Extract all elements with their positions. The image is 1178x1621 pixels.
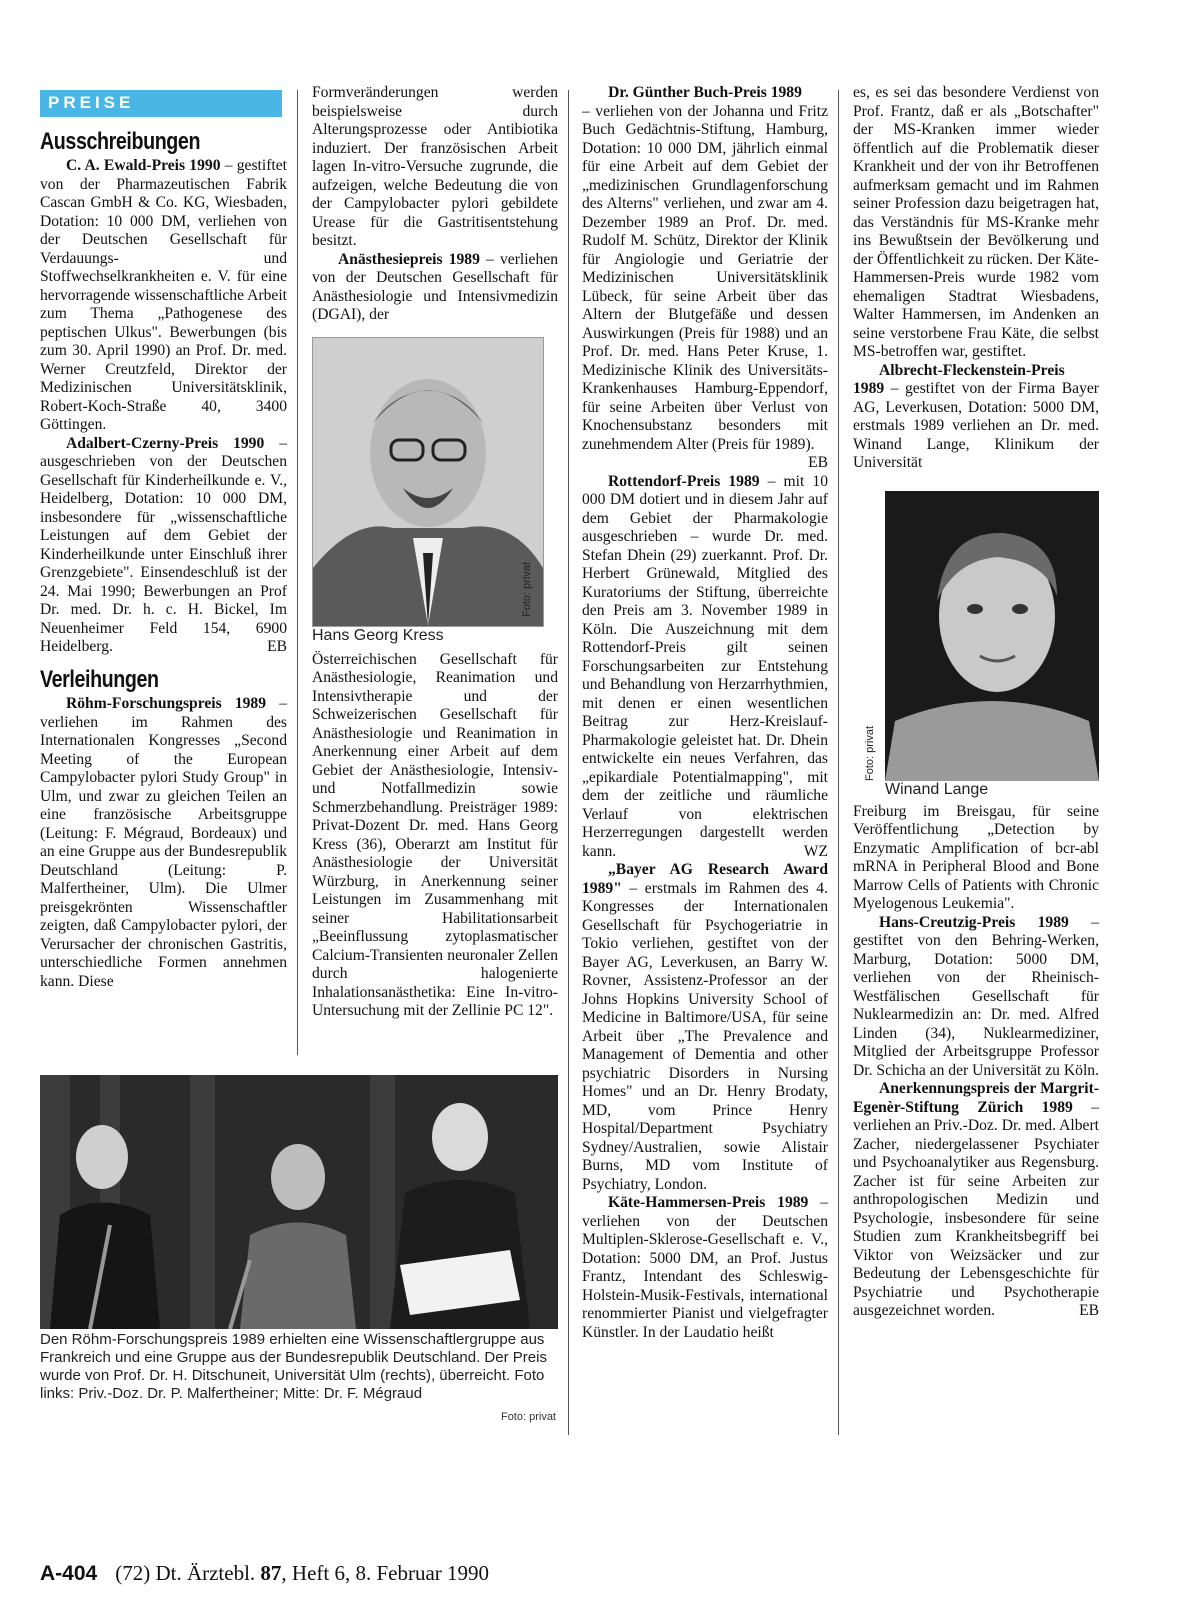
section-tag: PREISE: [40, 90, 282, 117]
portrait-image: [313, 338, 543, 626]
portrait-lange: [864, 491, 1099, 799]
award-name: Dr. Günther Buch-Preis 1989: [608, 84, 802, 101]
paragraph: [582, 84, 828, 103]
column-3: [582, 84, 828, 1342]
paragraph: Österreichischen Gesellschaft für Anästhesiologie, Reanimation und Intensivtherapie und der Schweizerischen Gesellschaft für Anästhesiologie und Reanimation in Anerkennung einer Arbeit auf dem Gebiet der Anästhesiologie, Intensiv- und Notfallmedizin sowie Schmerzbehandlung. Preisträger 1989: Privat-Dozent Dr. med. Hans Georg Kress (36), Oberarzt am Institut für Anästhesiologie der Universität Würzburg, in Anerkennung seiner Leistungen im Zusammenhang mit seiner Habilitationsarbeit „Beeinflussung zytoplasmatischer Calcium-Transienten neuronaler Zellen durch halogenierte Inhalationsanästhetika: Eine In-vitro-Untersuchung mit der Zellinie PC 12".: [312, 650, 558, 1019]
group-photo-image: [40, 1075, 558, 1329]
portrait-kress: [312, 337, 558, 645]
citation-issue: , Heft 6, 8. Februar 1990: [281, 1561, 490, 1585]
paragraph: Formveränderungen werden beispielsweise durch Alterungsprozesse oder Antibiotika induziert. Der französischen Arbeit lagen In-vitro-Versuche zugrunde, die aufzeigen, welche Bedeutung die von der Campylobacter pylori gebildete Urease für die Gastritisentstehung besitzt.: [312, 84, 558, 249]
award-name: Röhm-Forschungspreis 1989: [66, 695, 267, 712]
paragraph: – verliehen von der Johanna und Fritz Buch Gedächtnis-Stiftung, Hamburg, Dotation: 10 000 DM, jährlich einmal für eine Arbeit auf dem Gebiet der „medizinischen Grundlagenforschung des Alterns" verliehen, und zwar am 4. Dezember 1989 an Prof. Dr. med. Rudolf M. Schütz, Direktor der Klinik für Angiologie und Geriatrie der Medizinischen Universitätsklinik Lübeck, für seine Arbeit über das Altern der Blutgefäße und dessen Auswirkungen (Preis für 1988) und an Prof. Dr. med. Hans Peter Kruse, 1. Medizinische Klinik des Universitäts-Krankenhauses Hamburg-Eppendorf, für seine Arbeiten über Verlust von Knochensubstanz besonders mit zunehmendem Alter (Preis für 1989). EB: [582, 102, 828, 471]
portrait-photo: [885, 491, 1099, 781]
paragraph: Anästhesiepreis 1989 – verliehen von der Deutschen Gesellschaft für Anästhesiologie und Intensivmedizin (DGAI), der: [312, 250, 558, 323]
paragraph: Freiburg im Breisgau, für seine Veröffentlichung „Detection by Enzymatic Amplification of bcr-abl mRNA in Peripheral Blood and Bone Marrow Cells of Patients with Chronic Myelogenous Leukemia".: [853, 802, 1099, 912]
group-photo-caption: Den Röhm-Forschungspreis 1989 erhielten eine Wissenschaftlergruppe aus Frankreich und eine Gruppe aus der Bundesrepublik Deutschland. Der Preis wurde von Prof. Dr. H. Ditschuneit, Universität Ulm (rechts), überreicht. Foto links: Priv.-Doz. Dr. P. Malfertheiner; Mitte: Dr. F. Mégraud: [40, 1331, 547, 1402]
column-2: [312, 84, 558, 1021]
paragraph: Adalbert-Czerny-Preis 1990 – ausgeschrieben von der Deutschen Gesellschaft für Kinderheilkunde e. V., Heidelberg, Dotation: 10 000 DM, insbesondere für „wissenschaftliche Leistungen auf dem Gebiet der Kinderheilkunde unter Einschluß ihrer Grenzgebiete". Einsendeschluß ist der 24. Mai 1990; Bewerbungen an Prof Dr. med. Dr. h. c. H. Bickel, Im Neuenheimer Feld 154, 6900 Heidelberg. EB: [40, 434, 287, 655]
paragraph: Albrecht-Fleckenstein-Preis 1989 – gestiftet von der Firma Bayer AG, Leverkusen, Dotation: 5000 DM, erstmals 1989 verliehen an Dr. med. Winand Lange, Klinikum der Universität: [853, 361, 1099, 471]
photo-credit: Foto: privat: [521, 561, 533, 617]
paragraph: Hans-Creutzig-Preis 1989 – gestiftet von den Behring-Werken, Marburg, Dotation: 5000 DM, verliehen von der Rheinisch-Westfälischen Gesellschaft für Nuklearmedizin an: Dr. med. Alfred Linden (34), Nuklearmediziner, Mitglied der Arbeitsgruppe Professor Dr. Schicha an der Universität zu Köln.: [853, 913, 1099, 1079]
paragraph: „Bayer AG Research Award 1989" – erstmals im Rahmen des 4. Kongresses der Internationalen Gesellschaft für Psychogeriatrie in Tokio verliehen, gestiftet von der Bayer AG, Leverkusen, an Barry W. Rovner, Assistenz-Professor an der Johns Hopkins University School of Medicine in Baltimore/USA, für seine Arbeit über „The Prevalence and Management of Dementia and other psychiatric Disorders in Nursing Homes" und an Dr. Henry Brodaty, MD, vom Prince Henry Hospital/Department Psychiatry Sydney/Australien, sowie Alistair Burns, MD vom Institute of Psychiatry, London.: [582, 861, 828, 1193]
heading-ausschreibungen: Ausschreibungen: [40, 127, 201, 155]
portrait-image: [885, 491, 1099, 781]
paragraph: es, es sei das besondere Verdienst von Prof. Frantz, daß er als „Botschafter" der MS-Kranken immer wieder öffentlich auf die Problematik dieser Krankheit und der von ihr Betroffenen aufmerksam gemacht und im Rahmen seiner Profession dazu beigetragen hat, das Verständnis für MS-Kranke mehr ins Bewußtsein der Bevölkerung und der Öffentlichkeit zu rücken. Der Käte-Hammersen-Preis wurde 1982 vom ehemaligen Stadtrat Wiesbadens, Walter Hammersen, im Andenken an seine verstorbene Frau Käte, die selbst MS-betroffen war, gestiftet.: [853, 84, 1099, 360]
column-rule: [297, 90, 298, 1055]
heading-verleihungen: Verleihungen: [40, 665, 159, 693]
page-footer: [40, 1561, 489, 1586]
author-signature: WZ: [803, 842, 828, 860]
award-name: Adalbert-Czerny-Preis 1990: [66, 434, 265, 452]
paragraph: Käte-Hammersen-Preis 1989 – verliehen von der Deutschen Multiplen-Sklerose-Gesellschaft e. V., Dotation: 5000 DM, an Prof. Justus Frantz, Intendant des Schleswig-Holstein-Musik-Festivals, international renommierter Pianist und vielgefragter Künstler. In der Laudatio heißt: [582, 1194, 828, 1341]
column-rule: [838, 90, 839, 1435]
paragraph: Anerkennungspreis der Margrit-Egenèr-Stiftung Zürich 1989 – verliehen an Priv.-Doz. Dr. med. Albert Zacher, niedergelassener Psychiater und Psychoanalytiker aus Regensburg. Zacher ist für seine Arbeiten zur anthropologischen Medizin und Psychologie, insbesondere für seine Studien zum Krankheitsbegriff bei Viktor von Weizsäcker und zur Bedeutung der Lebensgeschichte für Psychiatrie und Psychotherapie ausgezeichnet worden. EB: [853, 1080, 1099, 1319]
award-name: Anerkennungspreis der Margrit-Egenèr-Stiftung Zürich 1989: [853, 1080, 1099, 1116]
author-signature: EB: [267, 638, 287, 655]
award-name: „Bayer AG Research Award 1989": [582, 861, 828, 897]
column-rule: [568, 90, 569, 1435]
award-name: Anästhesiepreis 1989: [338, 250, 480, 268]
column-4: [853, 84, 1099, 1321]
paragraph: Röhm-Forschungspreis 1989 – verliehen im Rahmen des Internationalen Kongresses „Second Meeting of the European Campylobacter pylori Study Group" in Ulm, und zwar zu gleichen Teilen an eine französische Arbeitsgruppe (Leitung: F. Mégraud, Bordeaux) und an eine Gruppe aus der Bundesrepublik Deutschland (Leitung: P. Malfertheiner, Ulm). Die Ulmer preisgekrönten Wissenschaftler zeigten, daß Campylobacter pylori, der Verursacher der chronischen Gastritis, unterschiedliche Formen annehmen kann. Diese: [40, 695, 287, 990]
photo-caption: Hans Georg Kress: [312, 626, 444, 644]
award-name: Rottendorf-Preis 1989: [608, 472, 760, 490]
photo-credit: Foto: privat: [500, 1411, 556, 1423]
award-name: Käte-Hammersen-Preis 1989: [608, 1194, 809, 1211]
author-signature: EB: [808, 454, 828, 471]
award-name: Hans-Creutzig-Preis 1989: [879, 913, 1069, 931]
award-name: C. A. Ewald-Preis 1990: [66, 157, 221, 174]
volume-number: 87: [260, 1561, 282, 1585]
group-photo-block: [40, 1075, 558, 1423]
paragraph: C. A. Ewald-Preis 1990 – gestiftet von der Pharmazeutischen Fabrik Cascan GmbH & Co. KG, Wiesbaden, Dotation: 10 000 DM, verliehen von der Deutschen Gesellschaft für Verdauungs- und Stoffwechselkrankheiten e. V. für eine hervorragende wissenschaftliche Arbeit zum Thema „Pathogenese des peptischen Ulkus". Bewerbungen (bis zum 30. April 1990) an Prof. Dr. med. Werner Creutzfeld, Direktor der Medizinischen Universitätsklinik, Robert-Koch-Straße 40, 3400 Göttingen.: [40, 157, 287, 433]
citation: (72) Dt. Ärztebl.: [115, 1561, 261, 1585]
group-photo: [40, 1075, 558, 1329]
portrait-photo: [312, 337, 544, 627]
author-signature: EB: [1079, 1302, 1099, 1319]
paragraph: Rottendorf-Preis 1989 – mit 10 000 DM dotiert und in diesem Jahr auf dem Gebiet der Pharmakologie ausgeschrieben – wurde Dr. med. Stefan Dhein (29) zuerkannt. Prof. Dr. Herbert Grünewald, Mitglied des Kuratoriums der Stiftung, überreichte den Preis am 3. November 1989 in Köln. Die Auszeichnung mit dem Rottendorf-Preis gilt seinen Forschungsarbeiten zur Entstehung und Behandlung von Herzarrhythmien, mit denen er einen wesentlichen Beitrag zur Herz-Kreislauf-Pharmakologie geleistet hat. Dr. Dhein entwickelte ein neues Verfahren, das „epikardiale Potentialmapping", mit dem der zeitliche und räumliche Verlauf von elektrischen Herzerregungen dargestellt werden kann. WZ: [582, 472, 828, 860]
photo-credit: Foto: privat: [864, 725, 876, 781]
column-1: [40, 90, 287, 991]
award-name: Albrecht-Fleckenstein-Preis 1989: [853, 361, 1065, 397]
page-number: A-404: [40, 1562, 98, 1585]
photo-caption: Winand Lange: [885, 780, 989, 798]
